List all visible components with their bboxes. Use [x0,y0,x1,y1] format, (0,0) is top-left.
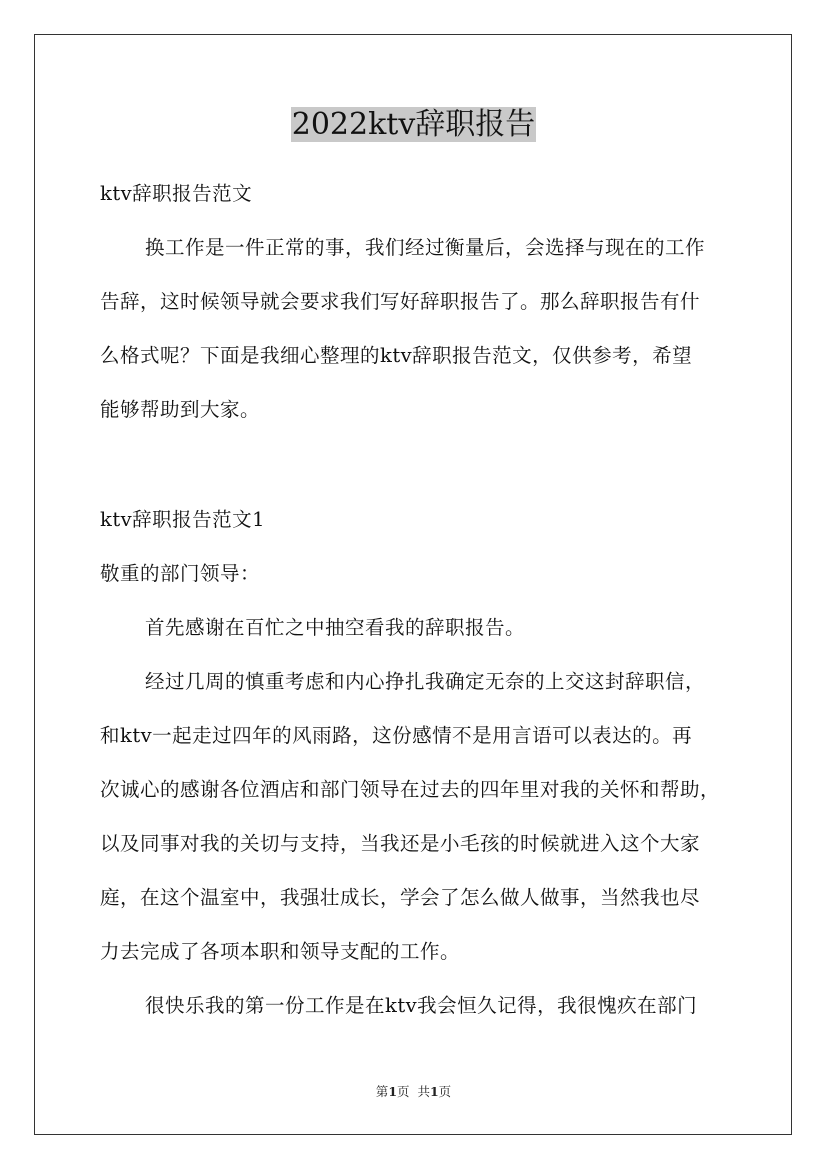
page-prefix: 第 [375,1084,389,1099]
page-current: 1 [388,1084,398,1099]
paragraph-line: 换工作是一件正常的事，我们经过衡量后，会选择与现在的工作 [145,236,706,259]
paragraph-line: 次诚心的感谢各位酒店和部门领导在过去的四年里对我的关怀和帮助， [100,778,721,801]
page-suffix: 页 [438,1084,452,1099]
paragraph-line: 么格式呢？下面是我细心整理的ktv辞职报告范文，仅供参考，希望 [100,344,693,367]
section-heading: ktv辞职报告范文1 [100,508,266,531]
section-heading: ktv辞职报告范文 [100,182,253,205]
paragraph-line: 能够帮助到大家。 [100,398,261,421]
paragraph-line: 和ktv一起走过四年的风雨路，这份感情不是用言语可以表达的。再 [100,724,693,747]
paragraph-line: 庭，在这个温室中，我强壮成长，学会了怎么做人做事，当然我也尽 [100,886,701,909]
page-footer [0,1084,827,1100]
salutation: 敬重的部门领导： [100,562,261,585]
paragraph-line: 很快乐我的第一份工作是在ktv我会恒久记得，我很愧疚在部门 [145,994,698,1017]
document-title-text: 2022ktv辞职报告 [291,107,536,142]
paragraph-line: 经过几周的慎重考虑和内心挣扎我确定无奈的上交这封辞职信， [145,670,706,693]
document-title [0,104,827,145]
paragraph-line: 首先感谢在百忙之中抽空看我的辞职报告。 [145,616,526,639]
page-mid: 页 共 [397,1084,430,1099]
paragraph-line: 告辞，这时候领导就会要求我们写好辞职报告了。那么辞职报告有什 [100,290,701,313]
paragraph-line: 力去完成了各项本职和领导支配的工作。 [100,940,461,963]
page-total: 1 [429,1084,439,1099]
paragraph-line: 以及同事对我的关切与支持，当我还是小毛孩的时候就进入这个大家 [100,832,701,855]
